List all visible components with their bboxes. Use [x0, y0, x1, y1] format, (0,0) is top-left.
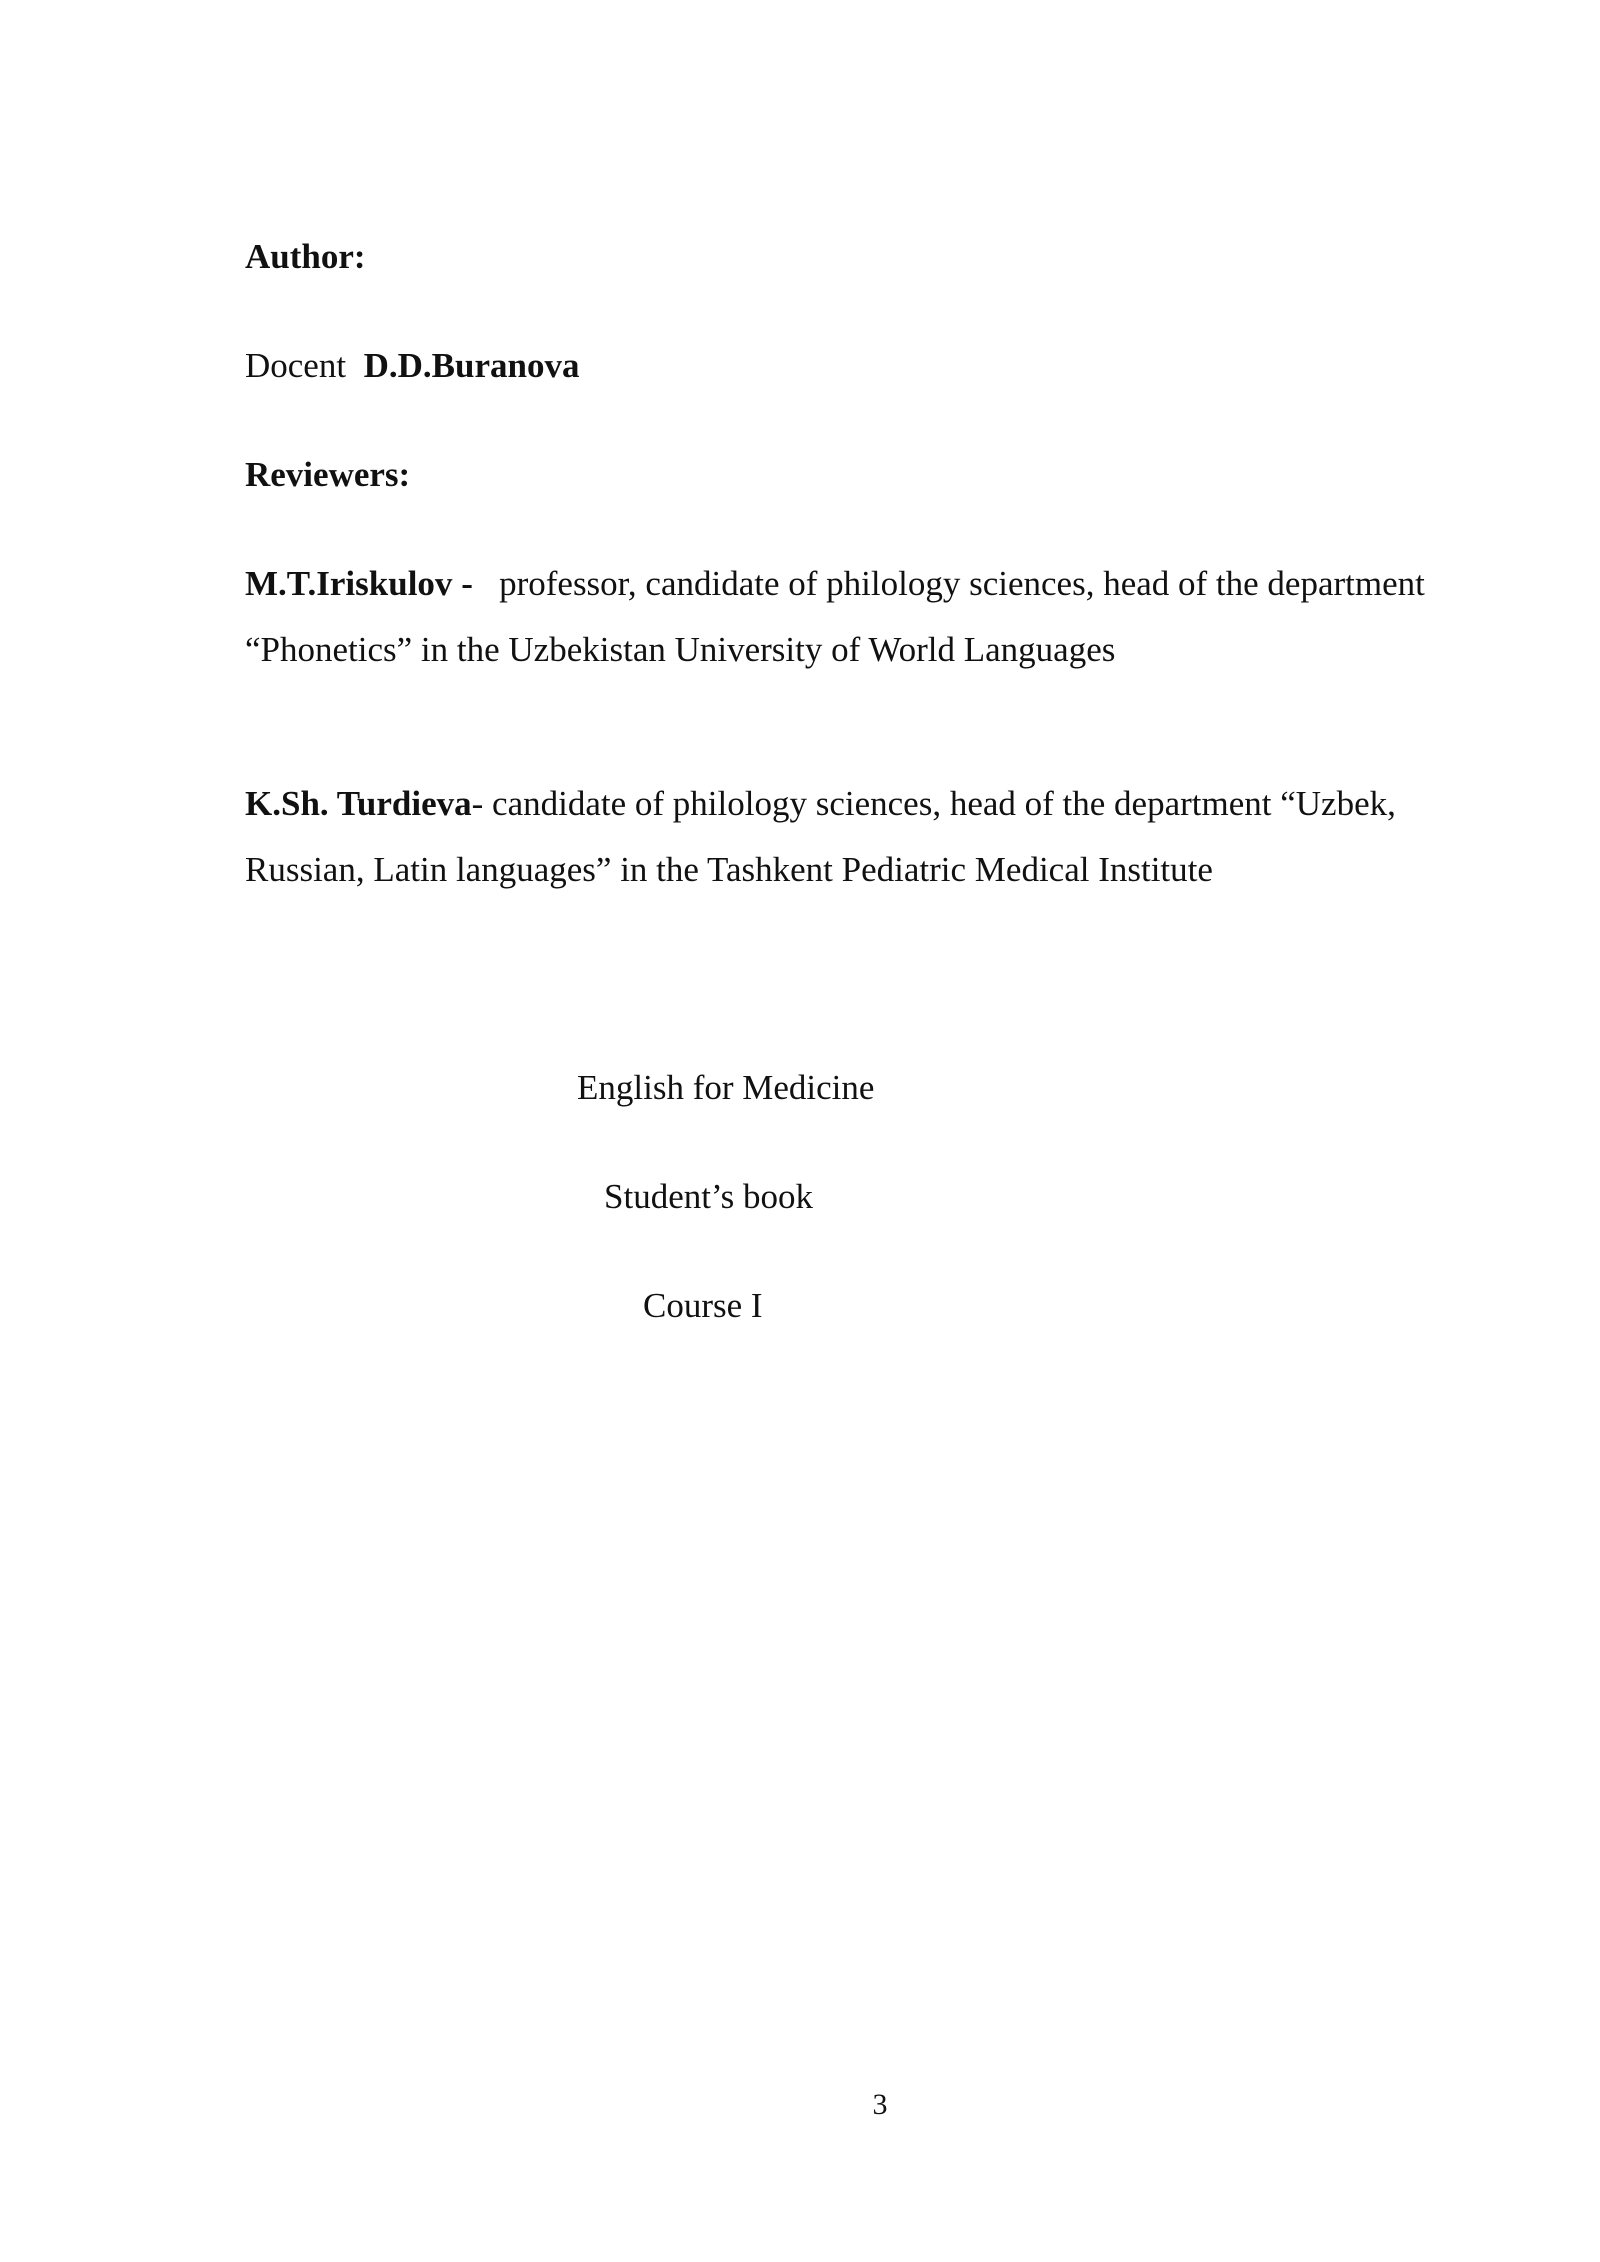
reviewer-1-name: M.T.Iriskulov [245, 564, 453, 603]
reviewer-1-description: professor, candidate of philology sciences, head of the department “Phonetics” in the Uzbekistan University of World Languages [245, 564, 1425, 669]
author-line [245, 333, 579, 399]
reviewers-heading: Reviewers: [245, 455, 411, 494]
reviewer-2 [245, 771, 1515, 903]
author-heading: Author: [245, 237, 366, 276]
reviewer-1-separator: - [452, 564, 473, 603]
reviewer-1 [245, 551, 1515, 683]
book-subtitle: Student’s book [604, 1177, 814, 1216]
reviewer-2-name: K.Sh. Turdieva [245, 784, 472, 823]
author-name: D.D.Buranova [363, 346, 580, 385]
page-number: 3 [872, 2088, 888, 2121]
course-label: Course I [643, 1286, 763, 1325]
reviewer-2-description: candidate of philology sciences, head of the department “Uzbek, Russian, Latin languages” in the Tashkent Pediatric Medical Institute [245, 784, 1396, 889]
reviewer-2-separator: - [471, 784, 484, 823]
book-title: English for Medicine [577, 1068, 875, 1107]
author-title: Docent [245, 346, 347, 385]
